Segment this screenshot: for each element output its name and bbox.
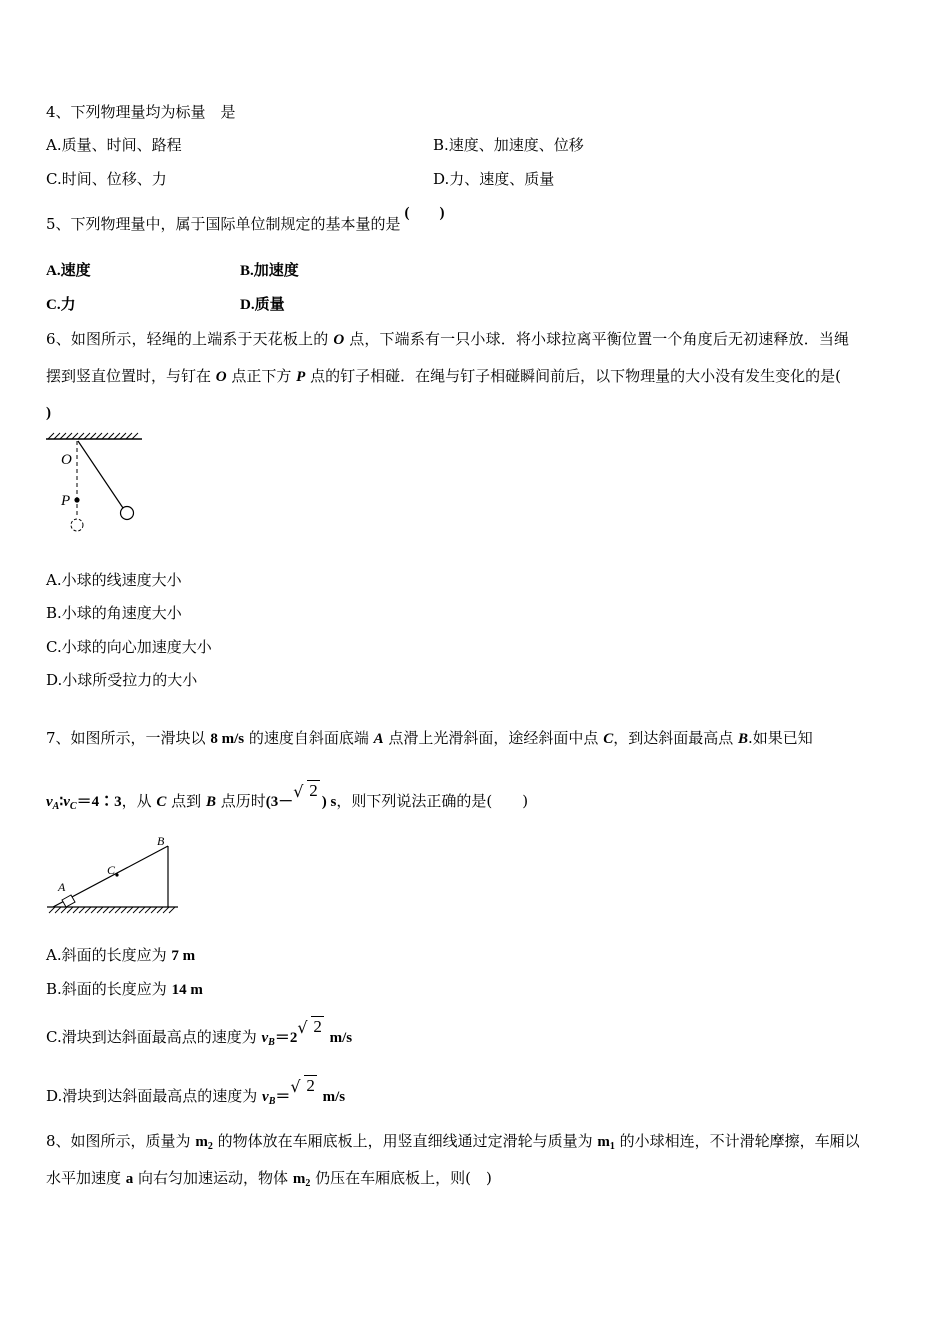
q6-option-c: C.小球的向心加速度大小 <box>46 638 212 656</box>
q7-incline-figure <box>44 830 184 920</box>
q7-label-b: B <box>157 834 165 848</box>
q7-stem-line1: 7、如图所示，一滑块以 8 m/s 的速度自斜面底端 A 点滑上光滑斜面，途经斜面中点 C，到达斜面最高点 B.如果已知 <box>46 729 813 747</box>
q6-stem-line3: ) <box>46 405 51 421</box>
sqrt-symbol: √ 2 <box>290 1076 315 1096</box>
q5-option-b: B.加速度 <box>240 263 299 279</box>
q7-stem-line2: $v_A∶v_C=4∶3$，从 C 点到 B 点历时(3－ √ 2) s，则下列说法正确的是( ) <box>46 781 529 812</box>
q6-label-o: O <box>61 452 72 468</box>
q6-stem-line1: 6、如图所示，轻绳的上端系于天花板上的 O 点，下端系有一只小球．将小球拉离平衡位置一个角度后无初速释放．当绳 <box>46 330 850 348</box>
q7-option-a: A.斜面的长度应为 7 m <box>46 946 196 964</box>
q5-stem-text: 5、下列物理量中，属于国际单位制规定的基本量的是 <box>46 215 401 233</box>
q7-option-c: C.滑块到达斜面最高点的速度为 $v_B=2$ √ 2 m/s <box>46 1017 353 1048</box>
q5-option-a: A.速度 <box>46 263 91 279</box>
q5-option-c: C.力 <box>46 297 76 313</box>
sqrt-symbol: √ 2 <box>293 781 318 801</box>
q5-answer-paren: ( ) <box>404 205 445 221</box>
q4-option-c: C.时间、位移、力 <box>46 170 167 188</box>
q4-option-a: A.质量、时间、路程 <box>46 136 182 154</box>
q4-option-b: B.速度、加速度、位移 <box>433 136 584 154</box>
q6-option-b: B.小球的角速度大小 <box>46 604 182 622</box>
q6-option-a: A.小球的线速度大小 <box>46 571 182 589</box>
q4-stem: 4、下列物理量均为标量 是 <box>46 103 236 121</box>
q6-label-p: P <box>61 493 71 509</box>
q6-stem-line2: 摆到竖直位置时，与钉在 O 点正下方 P 点的钉子相碰．在绳与钉子相碰瞬间前后，以下物理量的大小没有发生变化的是( <box>46 367 841 385</box>
q8-stem-line2: 水平加速度 a 向右匀加速运动，物体 $m_2$ 仍压在车厢底板上，则( ) <box>46 1169 492 1189</box>
q6-pendulum-figure <box>40 428 150 538</box>
q6-option-d: D.小球所受拉力的大小 <box>46 671 198 689</box>
q7-option-d: D.滑块到达斜面最高点的速度为 $v_B=$ √ 2 m/s <box>46 1076 346 1107</box>
q7-label-c: C <box>107 863 116 877</box>
sqrt-symbol: √ 2 <box>297 1017 322 1037</box>
q7-label-a: A <box>58 880 66 894</box>
q5-option-d: D.质量 <box>240 297 285 313</box>
q7-option-b: B.斜面的长度应为 14 m <box>46 980 203 998</box>
q8-stem-line1: 8、如图所示，质量为 $m_2$ 的物体放在车厢底板上，用竖直细线通过定滑轮与质量为 $m_1$ 的小球相连，不计滑轮摩擦，车厢以 <box>46 1132 860 1152</box>
q5-stem <box>46 205 445 235</box>
q4-option-d: D.力、速度、质量 <box>433 170 555 188</box>
